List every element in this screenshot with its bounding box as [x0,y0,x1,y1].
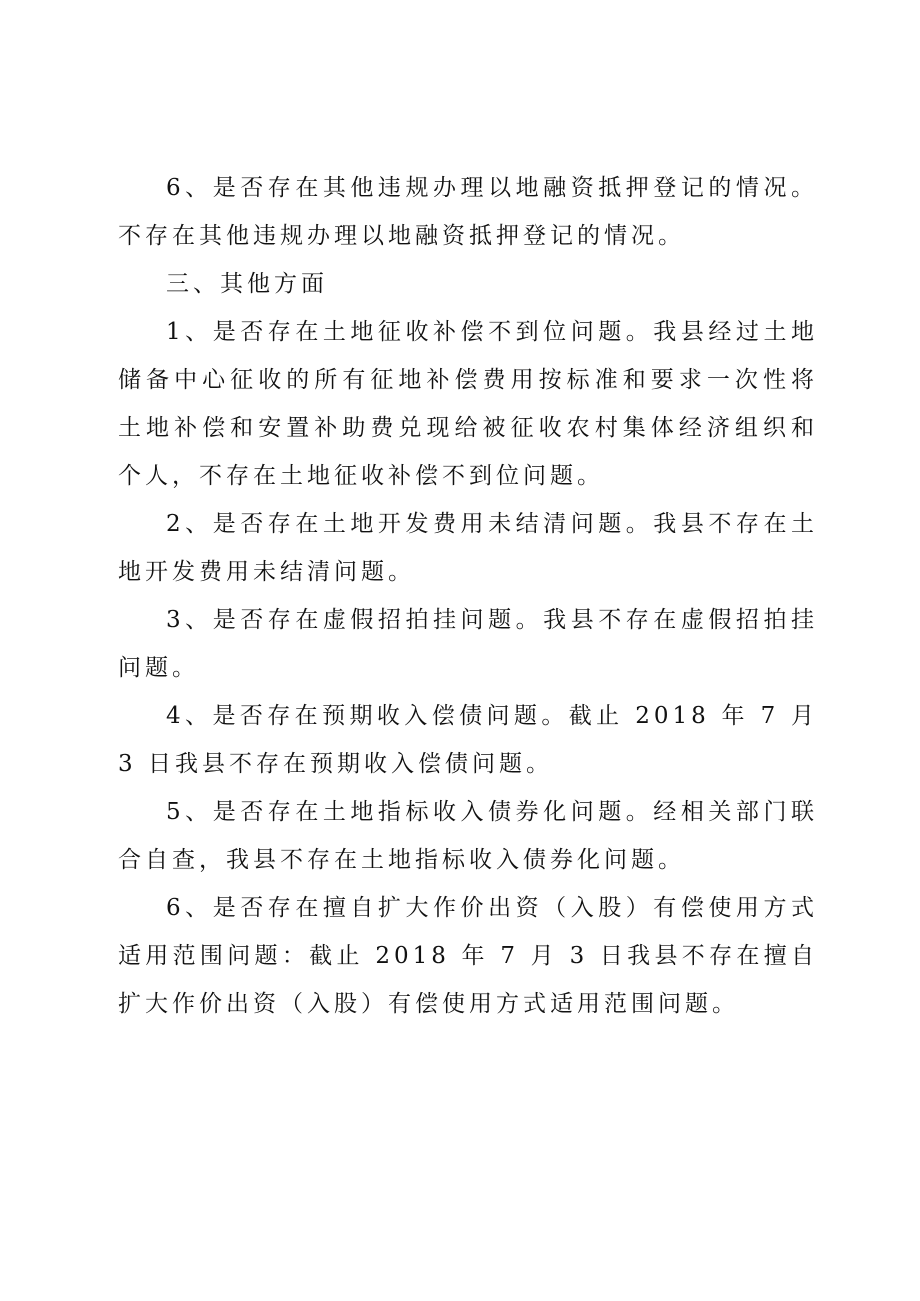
document-body [118,164,818,1028]
paragraph-land-index-securitization: 5、是否存在土地指标收入债券化问题。经相关部门联合自查，我县不存在土地指标收入债券化问题。 [118,799,818,873]
paragraph-capital-contribution-scope: 6、是否存在擅自扩大作价出资（入股）有偿使用方式适用范围问题：截止 2018 年 7 月 3 日我县不存在擅自扩大作价出资（入股）有偿使用方式适用范围问题。 [118,895,818,1017]
paragraph-land-mortgage-registration: 6、是否存在其他违规办理以地融资抵押登记的情况。不存在其他违规办理以地融资抵押登记的情况。 [118,175,818,249]
paragraph-land-compensation: 1、是否存在土地征收补偿不到位问题。我县经过土地储备中心征收的所有征地补偿费用按标准和要求一次性将土地补偿和安置补助费兑现给被征收农村集体经济组织和个人，不存在土地征收补偿不到位问题。 [118,319,818,489]
paragraph-land-development-fees: 2、是否存在土地开发费用未结清问题。我县不存在土地开发费用未结清问题。 [118,511,818,585]
section-heading-other-aspects: 三、其他方面 [166,271,328,297]
paragraph-false-auction: 3、是否存在虚假招拍挂问题。我县不存在虚假招拍挂问题。 [118,607,818,681]
paragraph-expected-income-debt: 4、是否存在预期收入偿债问题。截止 2018 年 7 月 3 日我县不存在预期收入偿债问题。 [118,703,818,777]
